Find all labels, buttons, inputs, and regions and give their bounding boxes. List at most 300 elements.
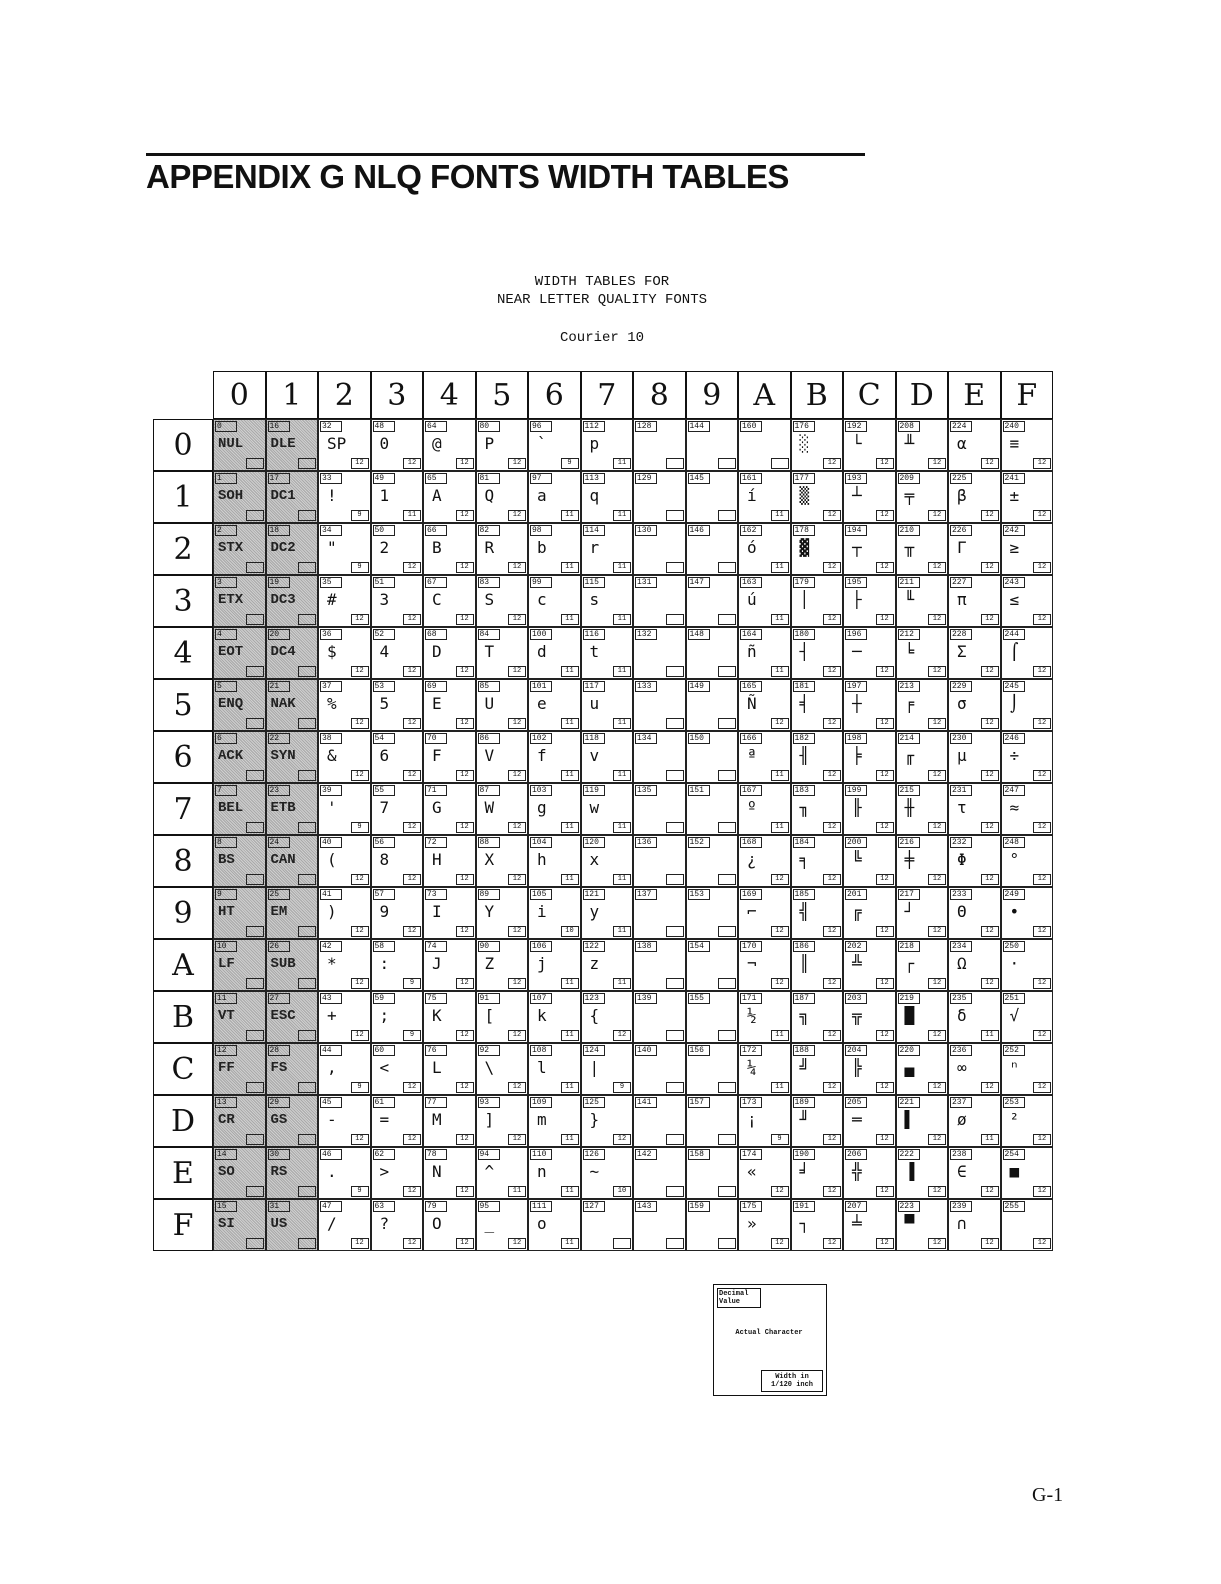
actual-character: h	[537, 850, 547, 869]
char-cell-79	[581, 887, 634, 939]
char-width	[718, 1082, 736, 1093]
char-width: 12	[771, 1238, 789, 1249]
decimal-value: 112	[583, 421, 605, 432]
char-width: 11	[771, 510, 789, 521]
decimal-value: 239	[950, 1201, 972, 1212]
decimal-value: 68	[425, 629, 447, 640]
char-cell-52	[476, 523, 529, 575]
char-width: 11	[613, 458, 631, 469]
decimal-value: 240	[1003, 421, 1025, 432]
char-width	[246, 770, 264, 781]
char-cell-0E	[213, 1147, 266, 1199]
decimal-value: 237	[950, 1097, 972, 1108]
actual-character: √	[1009, 1006, 1020, 1025]
actual-character: 6	[379, 746, 390, 765]
char-width: 12	[928, 562, 946, 573]
char-width: 12	[351, 614, 369, 625]
char-cell-C4	[843, 627, 896, 679]
actual-character: i	[537, 902, 547, 921]
char-width: 11	[561, 614, 579, 625]
char-width	[718, 822, 736, 833]
char-width: 12	[403, 614, 421, 625]
decimal-value: 156	[688, 1045, 710, 1056]
char-width	[298, 874, 316, 885]
decimal-value: 145	[688, 473, 710, 484]
decimal-value: 120	[583, 837, 605, 848]
actual-character: ]	[484, 1110, 495, 1129]
char-width: 12	[351, 874, 369, 885]
decimal-value: 210	[898, 525, 920, 536]
actual-character: ╩	[852, 954, 862, 973]
actual-character: m	[537, 1110, 547, 1129]
char-width: 12	[928, 978, 946, 989]
char-width: 12	[403, 770, 421, 781]
actual-character: ╝	[799, 1058, 810, 1077]
char-cell-96	[686, 731, 739, 783]
actual-character: ∩	[957, 1214, 967, 1233]
char-cell-72	[581, 523, 634, 575]
actual-character: ─	[852, 642, 862, 661]
actual-character: B	[432, 538, 442, 557]
decimal-value: 44	[320, 1045, 342, 1056]
decimal-value: 56	[373, 837, 395, 848]
decimal-value: 73	[425, 889, 447, 900]
char-width	[298, 770, 316, 781]
legend-width: Width in 1/120 inch	[761, 1370, 823, 1392]
char-cell-F5	[1001, 679, 1054, 731]
char-width	[298, 614, 316, 625]
char-width: 12	[981, 926, 999, 937]
actual-character: »	[747, 1214, 757, 1233]
decimal-value: 236	[950, 1045, 972, 1056]
decimal-value: 231	[950, 785, 972, 796]
decimal-value: 141	[635, 1097, 657, 1108]
decimal-value: 8	[215, 837, 237, 848]
decimal-value: 152	[688, 837, 710, 848]
actual-character: ENQ	[218, 696, 244, 712]
actual-character: '	[327, 798, 337, 817]
decimal-value: 60	[373, 1045, 395, 1056]
char-cell-EF	[948, 1199, 1001, 1251]
actual-character: SP	[327, 434, 347, 453]
char-cell-FC	[1001, 1043, 1054, 1095]
char-width: 12	[928, 1238, 946, 1249]
char-cell-7C	[581, 1043, 634, 1095]
char-cell-5E	[476, 1147, 529, 1199]
char-width: 12	[613, 1134, 631, 1145]
char-cell-D8	[896, 835, 949, 887]
decimal-value: 163	[740, 577, 762, 588]
decimal-value: 69	[425, 681, 447, 692]
decimal-value: 88	[478, 837, 500, 848]
actual-character: 8	[379, 850, 390, 869]
char-cell-AC	[738, 1043, 791, 1095]
char-width: 12	[1033, 614, 1051, 625]
actual-character: ø	[957, 1110, 967, 1129]
decimal-value: 212	[898, 629, 920, 640]
decimal-value: 128	[635, 421, 657, 432]
decimal-value: 42	[320, 941, 342, 952]
decimal-value: 195	[845, 577, 867, 588]
decimal-value: 126	[583, 1149, 605, 1160]
actual-character: ≤	[1009, 590, 1020, 609]
char-cell-CB	[843, 991, 896, 1043]
char-width: 12	[928, 666, 946, 677]
actual-character: ²	[1009, 1110, 1020, 1129]
decimal-value: 151	[688, 785, 710, 796]
actual-character: ª	[747, 746, 757, 765]
actual-character: Z	[484, 954, 495, 973]
actual-character: N	[432, 1162, 442, 1181]
char-cell-3E	[371, 1147, 424, 1199]
decimal-value: 82	[478, 525, 500, 536]
decimal-value: 81	[478, 473, 500, 484]
char-cell-5C	[476, 1043, 529, 1095]
char-width	[771, 458, 789, 469]
char-cell-BD	[791, 1095, 844, 1147]
char-cell-77	[581, 783, 634, 835]
char-width: 12	[403, 874, 421, 885]
decimal-value: 178	[793, 525, 815, 536]
char-width: 12	[928, 614, 946, 625]
char-width: 12	[456, 978, 474, 989]
decimal-value: 51	[373, 577, 395, 588]
actual-character: 1	[379, 486, 390, 505]
char-cell-87	[633, 783, 686, 835]
char-width: 12	[1033, 458, 1051, 469]
actual-character: ▄	[904, 1058, 915, 1077]
char-cell-B2	[791, 523, 844, 575]
decimal-value: 142	[635, 1149, 657, 1160]
decimal-value: 207	[845, 1201, 867, 1212]
decimal-value: 54	[373, 733, 395, 744]
char-cell-08	[213, 835, 266, 887]
char-width	[718, 458, 736, 469]
decimal-value: 28	[268, 1045, 290, 1056]
char-cell-4D	[423, 1095, 476, 1147]
decimal-value: 253	[1003, 1097, 1025, 1108]
actual-character: ó	[747, 538, 757, 557]
char-cell-6D	[528, 1095, 581, 1147]
char-width	[666, 718, 684, 729]
actual-character: ¬	[747, 954, 757, 973]
decimal-value: 196	[845, 629, 867, 640]
row-header-2: 2	[153, 523, 213, 575]
char-width: 12	[823, 822, 841, 833]
decimal-value: 61	[373, 1097, 395, 1108]
decimal-value: 135	[635, 785, 657, 796]
char-cell-37	[371, 783, 424, 835]
char-cell-B3	[791, 575, 844, 627]
char-cell-82	[633, 523, 686, 575]
actual-character: CR	[218, 1112, 235, 1128]
char-width	[718, 718, 736, 729]
char-cell-C2	[843, 523, 896, 575]
decimal-value: 18	[268, 525, 290, 536]
decimal-value: 198	[845, 733, 867, 744]
char-width: 12	[823, 614, 841, 625]
decimal-value: 161	[740, 473, 762, 484]
char-cell-1B	[266, 991, 319, 1043]
char-width: 12	[876, 510, 894, 521]
char-cell-8D	[633, 1095, 686, 1147]
char-width: 12	[928, 510, 946, 521]
decimal-value: 27	[268, 993, 290, 1004]
actual-character: ≈	[1009, 798, 1020, 817]
actual-character: ╘	[904, 642, 915, 661]
actual-character: ░	[799, 434, 810, 453]
decimal-value: 252	[1003, 1045, 1025, 1056]
actual-character: 2	[379, 538, 390, 557]
actual-character: ╚	[852, 850, 862, 869]
actual-character: ╨	[904, 434, 915, 453]
actual-character: j	[537, 954, 547, 973]
decimal-value: 63	[373, 1201, 395, 1212]
decimal-value: 206	[845, 1149, 867, 1160]
char-cell-B8	[791, 835, 844, 887]
char-width: 12	[403, 718, 421, 729]
actual-character: ▀	[904, 1214, 915, 1233]
decimal-value: 157	[688, 1097, 710, 1108]
actual-character: ┤	[799, 642, 810, 661]
char-cell-2E	[318, 1147, 371, 1199]
char-width: 11	[561, 1082, 579, 1093]
decimal-value: 119	[583, 785, 605, 796]
char-cell-78	[581, 835, 634, 887]
decimal-value: 221	[898, 1097, 920, 1108]
char-width	[298, 1186, 316, 1197]
char-width: 12	[928, 874, 946, 885]
actual-character: ETB	[270, 800, 296, 816]
char-width: 9	[403, 978, 421, 989]
char-cell-C5	[843, 679, 896, 731]
char-width: 12	[823, 1238, 841, 1249]
decimal-value: 89	[478, 889, 500, 900]
char-width: 11	[771, 1030, 789, 1041]
char-width	[666, 926, 684, 937]
actual-character: d	[537, 642, 547, 661]
actual-character: >	[379, 1162, 390, 1181]
actual-character: µ	[957, 746, 967, 765]
decimal-value: 92	[478, 1045, 500, 1056]
actual-character: ACK	[218, 748, 244, 764]
char-width: 9	[351, 562, 369, 573]
decimal-value: 154	[688, 941, 710, 952]
char-cell-29	[318, 887, 371, 939]
decimal-value: 105	[530, 889, 552, 900]
actual-character: ▒	[799, 486, 810, 505]
char-cell-94	[686, 627, 739, 679]
actual-character: x	[589, 850, 600, 869]
actual-character: EM	[270, 904, 288, 920]
char-width	[298, 510, 316, 521]
actual-character: ╓	[904, 746, 915, 765]
actual-character: :	[379, 954, 390, 973]
row-header-3: 3	[153, 575, 213, 627]
char-cell-F8	[1001, 835, 1054, 887]
char-cell-91	[686, 471, 739, 523]
actual-character: │	[799, 590, 810, 609]
actual-character: 3	[379, 590, 390, 609]
char-cell-DD	[896, 1095, 949, 1147]
decimal-value: 200	[845, 837, 867, 848]
char-cell-89	[633, 887, 686, 939]
decimal-value: 41	[320, 889, 342, 900]
char-width: 11	[561, 1134, 579, 1145]
actual-character: w	[589, 798, 600, 817]
char-width: 11	[561, 718, 579, 729]
char-width: 11	[613, 926, 631, 937]
char-width: 12	[876, 1238, 894, 1249]
decimal-value: 184	[793, 837, 815, 848]
actual-character: Φ	[957, 850, 967, 869]
column-header-5: 5	[476, 371, 529, 419]
actual-character: EOT	[218, 644, 244, 660]
row-header-9: 9	[153, 887, 213, 939]
actual-character: █	[904, 1006, 915, 1025]
char-width: 12	[351, 978, 369, 989]
decimal-value: 114	[583, 525, 605, 536]
page-title: APPENDIX G NLQ FONTS WIDTH TABLES	[146, 158, 789, 195]
actual-character: ╛	[799, 1162, 810, 1181]
decimal-value: 138	[635, 941, 657, 952]
char-cell-07	[213, 783, 266, 835]
char-width: 12	[876, 562, 894, 573]
char-width: 12	[508, 926, 526, 937]
actual-character: a	[537, 486, 547, 505]
char-width	[298, 458, 316, 469]
actual-character: }	[589, 1110, 600, 1129]
decimal-value: 109	[530, 1097, 552, 1108]
char-width: 11	[981, 1134, 999, 1145]
decimal-value: 19	[268, 577, 290, 588]
row-header-4: 4	[153, 627, 213, 679]
decimal-value: 155	[688, 993, 710, 1004]
decimal-value: 165	[740, 681, 762, 692]
char-cell-1A	[266, 939, 319, 991]
decimal-value: 116	[583, 629, 605, 640]
decimal-value: 176	[793, 421, 815, 432]
char-width: 12	[508, 770, 526, 781]
decimal-value: 129	[635, 473, 657, 484]
char-width: 12	[1033, 1134, 1051, 1145]
char-width: 9	[351, 1082, 369, 1093]
actual-character: STX	[218, 540, 244, 556]
char-width: 12	[981, 614, 999, 625]
actual-character: @	[432, 434, 442, 453]
row-header-6: 6	[153, 731, 213, 783]
char-cell-EA	[948, 939, 1001, 991]
decimal-value: 148	[688, 629, 710, 640]
column-header-A: A	[738, 371, 791, 419]
decimal-value: 118	[583, 733, 605, 744]
char-cell-4B	[423, 991, 476, 1043]
decimal-value: 72	[425, 837, 447, 848]
decimal-value: 90	[478, 941, 500, 952]
char-cell-33	[371, 575, 424, 627]
char-cell-57	[476, 783, 529, 835]
char-cell-CF	[843, 1199, 896, 1251]
actual-character: δ	[957, 1006, 967, 1025]
char-cell-C1	[843, 471, 896, 523]
char-width: 12	[771, 718, 789, 729]
char-cell-26	[318, 731, 371, 783]
char-cell-FA	[1001, 939, 1054, 991]
decimal-value: 238	[950, 1149, 972, 1160]
decimal-value: 113	[583, 473, 605, 484]
char-width	[298, 562, 316, 573]
actual-character: NAK	[270, 696, 296, 712]
actual-character: ├	[852, 590, 862, 609]
subtitle-line-1: WIDTH TABLES FOR	[534, 274, 670, 290]
char-width: 12	[928, 718, 946, 729]
decimal-value: 39	[320, 785, 342, 796]
actual-character: °	[1009, 850, 1020, 869]
actual-character: !	[327, 486, 337, 505]
char-width	[246, 1186, 264, 1197]
decimal-value: 57	[373, 889, 395, 900]
char-width: 12	[1033, 1238, 1051, 1249]
actual-character: [	[484, 1006, 495, 1025]
actual-character: ▓	[799, 538, 810, 557]
char-width: 12	[456, 1186, 474, 1197]
char-width: 11	[613, 978, 631, 989]
actual-character: ñ	[747, 642, 757, 661]
char-width	[666, 666, 684, 677]
column-header-D: D	[896, 371, 949, 419]
decimal-value: 244	[1003, 629, 1025, 640]
char-cell-A9	[738, 887, 791, 939]
actual-character: ▌	[904, 1110, 915, 1129]
decimal-value: 245	[1003, 681, 1025, 692]
decimal-value: 228	[950, 629, 972, 640]
row-header-A: A	[153, 939, 213, 991]
char-cell-32	[371, 523, 424, 575]
row-header-E: E	[153, 1147, 213, 1199]
actual-character: BS	[218, 852, 235, 868]
actual-character: HT	[218, 904, 235, 920]
char-cell-21	[318, 471, 371, 523]
actual-character: ╕	[799, 850, 810, 869]
char-cell-9C	[686, 1043, 739, 1095]
char-width: 12	[456, 1134, 474, 1145]
actual-character: ⁿ	[1009, 1058, 1020, 1077]
actual-character: ¡	[747, 1110, 757, 1129]
char-width: 12	[928, 1030, 946, 1041]
char-width	[666, 1134, 684, 1145]
decimal-value: 9	[215, 889, 237, 900]
char-width: 12	[351, 1134, 369, 1145]
decimal-value: 94	[478, 1149, 500, 1160]
actual-character: ╦	[852, 1006, 862, 1025]
char-width: 12	[1033, 1186, 1051, 1197]
char-cell-66	[528, 731, 581, 783]
row-header-B: B	[153, 991, 213, 1043]
decimal-value: 78	[425, 1149, 447, 1160]
decimal-value: 65	[425, 473, 447, 484]
decimal-value: 247	[1003, 785, 1025, 796]
char-cell-90	[686, 419, 739, 471]
char-cell-28	[318, 835, 371, 887]
char-cell-06	[213, 731, 266, 783]
char-width: 12	[928, 822, 946, 833]
actual-character: í	[747, 486, 757, 505]
char-cell-7D	[581, 1095, 634, 1147]
legend-box	[713, 1284, 827, 1396]
actual-character: ETX	[218, 592, 244, 608]
char-cell-92	[686, 523, 739, 575]
char-width	[246, 1082, 264, 1093]
